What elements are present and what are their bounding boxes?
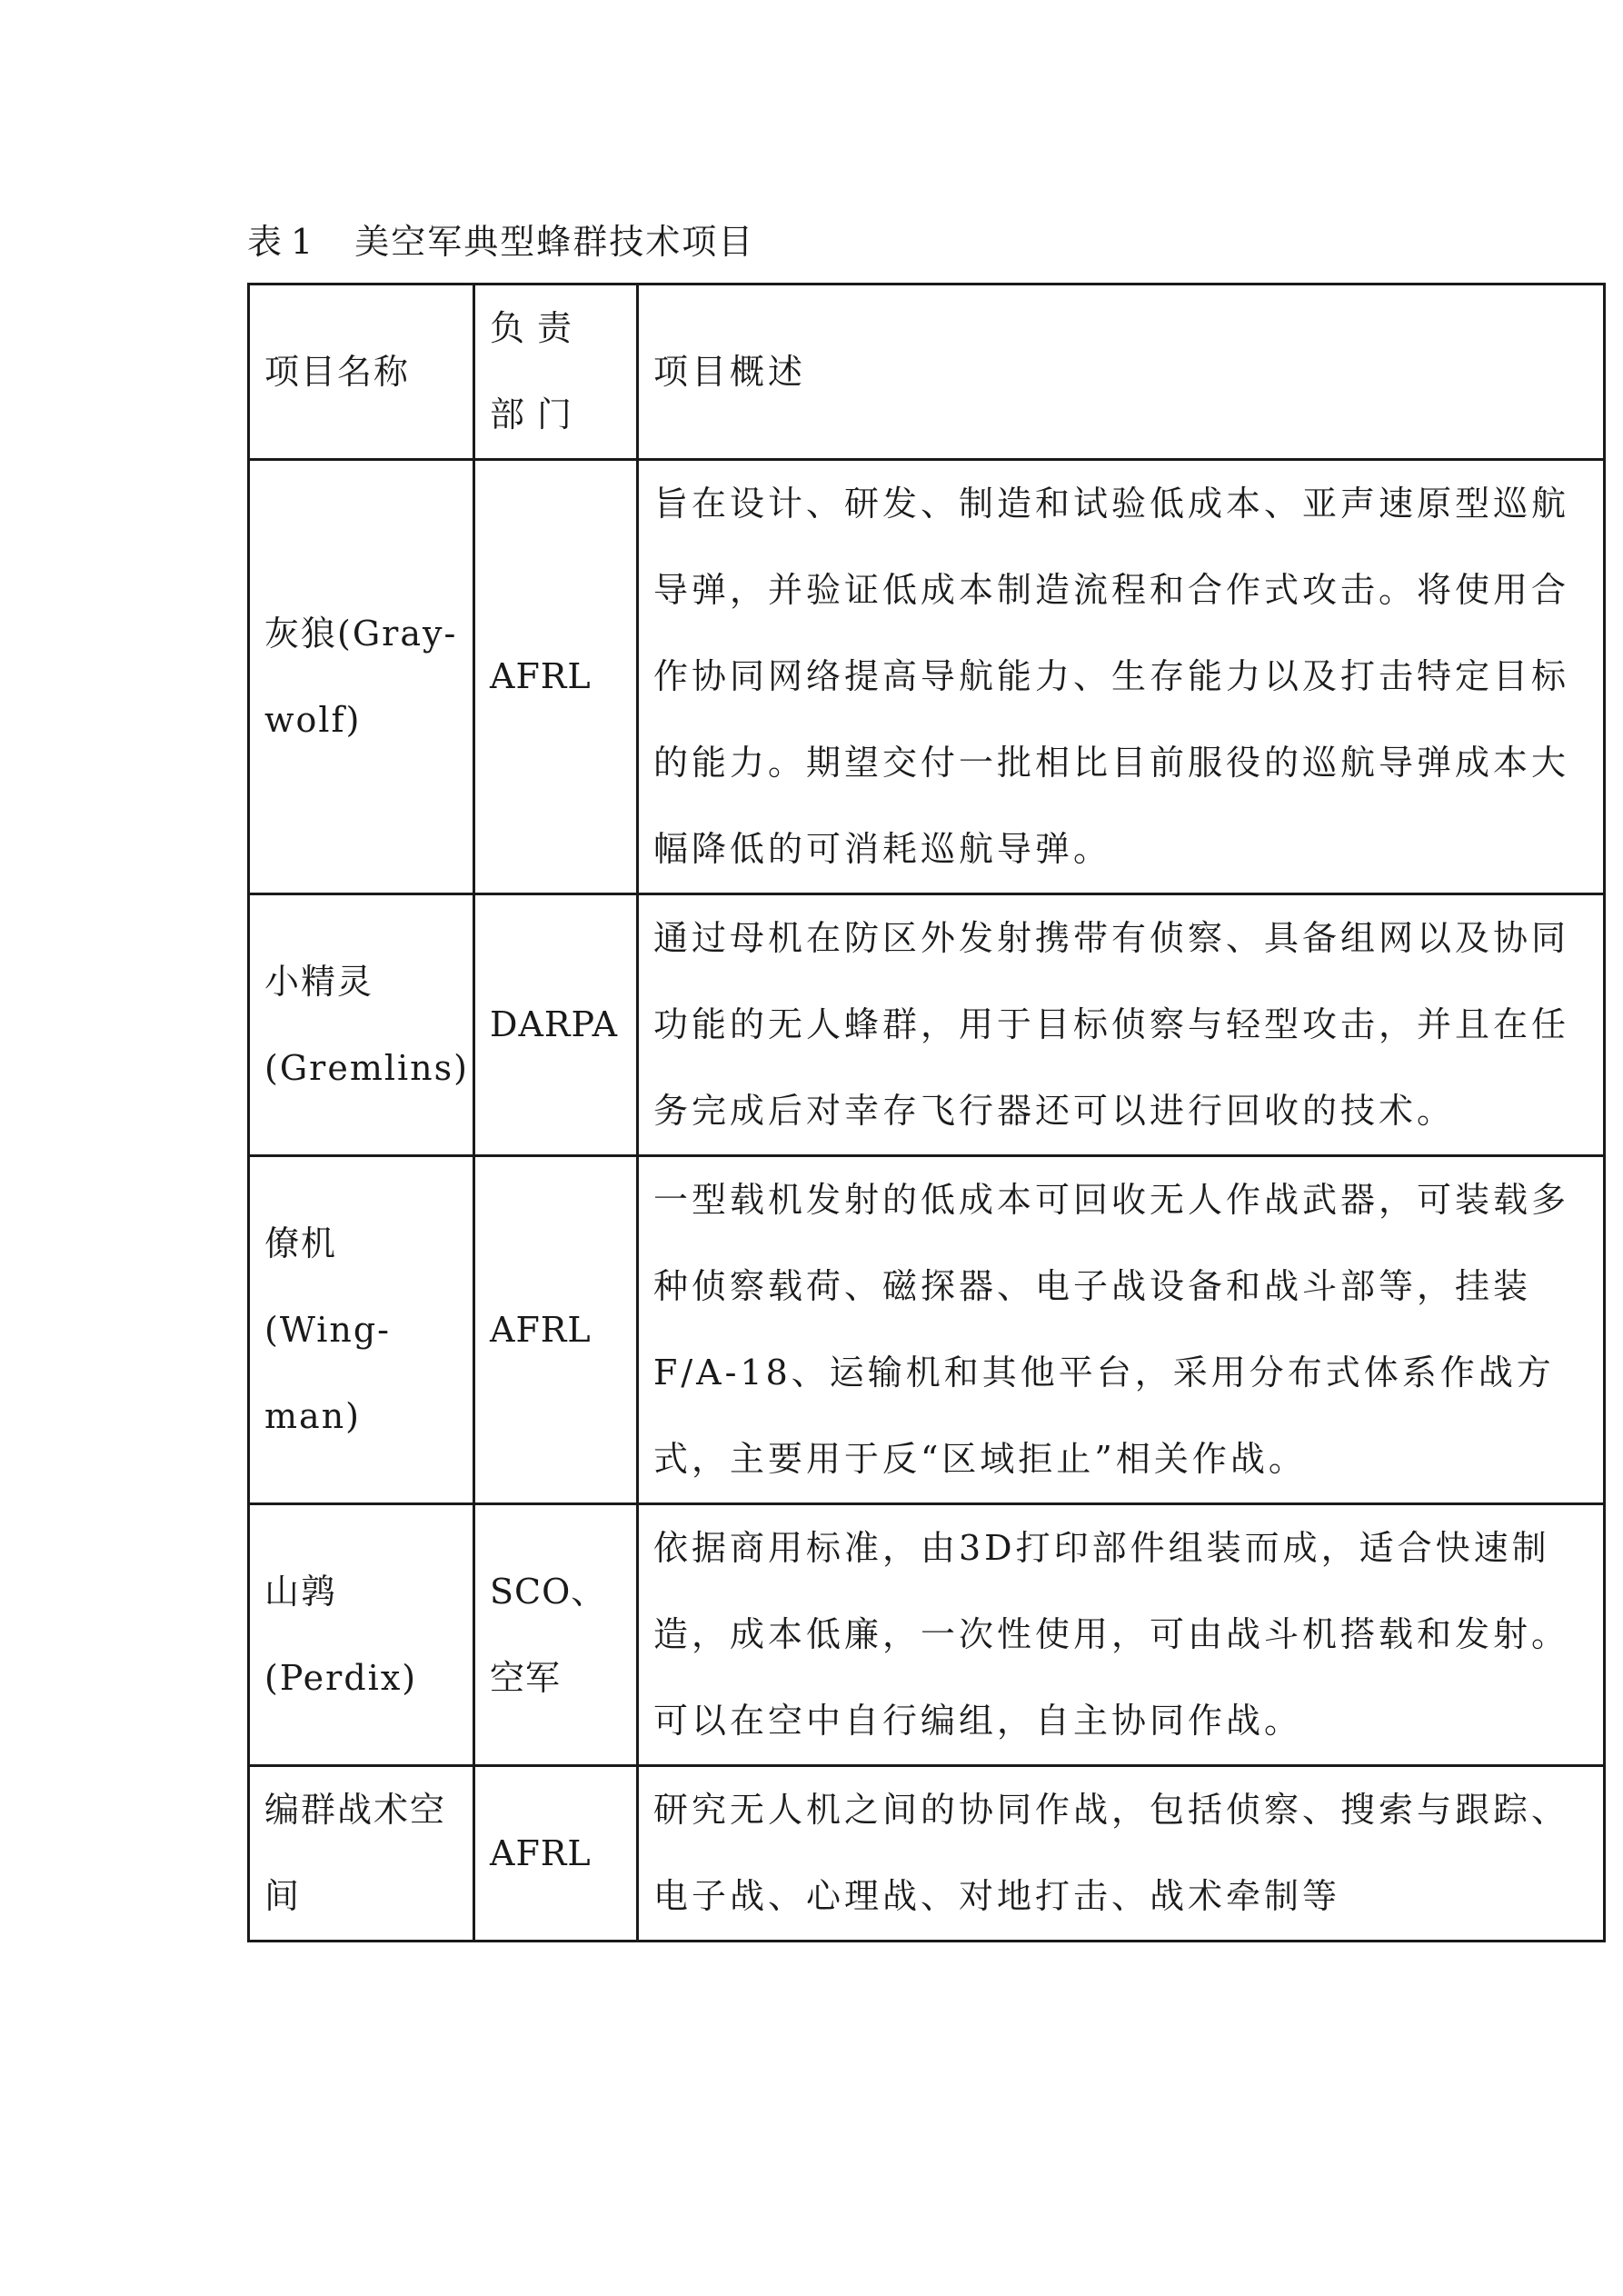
caption-number: 1 [291,222,315,262]
department-cell: DARPA [474,894,638,1156]
header-department: 负责部门 [474,285,638,460]
table-header-row [249,285,1605,460]
header-project-name: 项目名称 [249,285,474,460]
department-cell: SCO、空军 [474,1504,638,1766]
table-row [249,1156,1605,1504]
projects-table [247,283,1606,1942]
project-name-cell: 灰狼(Gray-wolf) [249,460,474,894]
project-name-cell: 山鹑(Perdix) [249,1504,474,1766]
overview-cell: 一型载机发射的低成本可回收无人作战武器，可装载多种侦察载荷、磁探器、电子战设备和战斗部等，挂装F/A-18、运输机和其他平台，采用分布式体系作战方式，主要用于反“区域拒止”相关作战。 [638,1156,1605,1504]
table-row [249,1766,1605,1942]
department-cell: AFRL [474,460,638,894]
table-row [249,1504,1605,1766]
overview-cell: 通过母机在防区外发射携带有侦察、具备组网以及协同功能的无人蜂群，用于目标侦察与轻型攻击，并且在任务完成后对幸存飞行器还可以进行回收的技术。 [638,894,1605,1156]
project-name-cell: 编群战术空间 [249,1766,474,1942]
table-row [249,894,1605,1156]
overview-cell: 依据商用标准，由3D打印部件组装而成，适合快速制造，成本低廉，一次性使用，可由战斗机搭载和发射。可以在空中自行编组，自主协同作战。 [638,1504,1605,1766]
project-name-cell: 小精灵(Gremlins) [249,894,474,1156]
caption-title: 美空军典型蜂群技术项目 [354,222,755,262]
table-caption [247,214,754,264]
project-name-cell: 僚机(Wing-man) [249,1156,474,1504]
department-cell: AFRL [474,1156,638,1504]
department-cell: AFRL [474,1766,638,1942]
table-row [249,460,1605,894]
overview-cell: 研究无人机之间的协同作战，包括侦察、搜索与跟踪、电子战、心理战、对地打击、战术牵制等 [638,1766,1605,1942]
caption-label: 表 [247,222,284,262]
overview-cell: 旨在设计、研发、制造和试验低成本、亚声速原型巡航导弹，并验证低成本制造流程和合作式攻击。将使用合作协同网络提高导航能力、生存能力以及打击特定目标的能力。期望交付一批相比目前服役的巡航导弹成本大幅降低的可消耗巡航导弹。 [638,460,1605,894]
header-overview: 项目概述 [638,285,1605,460]
